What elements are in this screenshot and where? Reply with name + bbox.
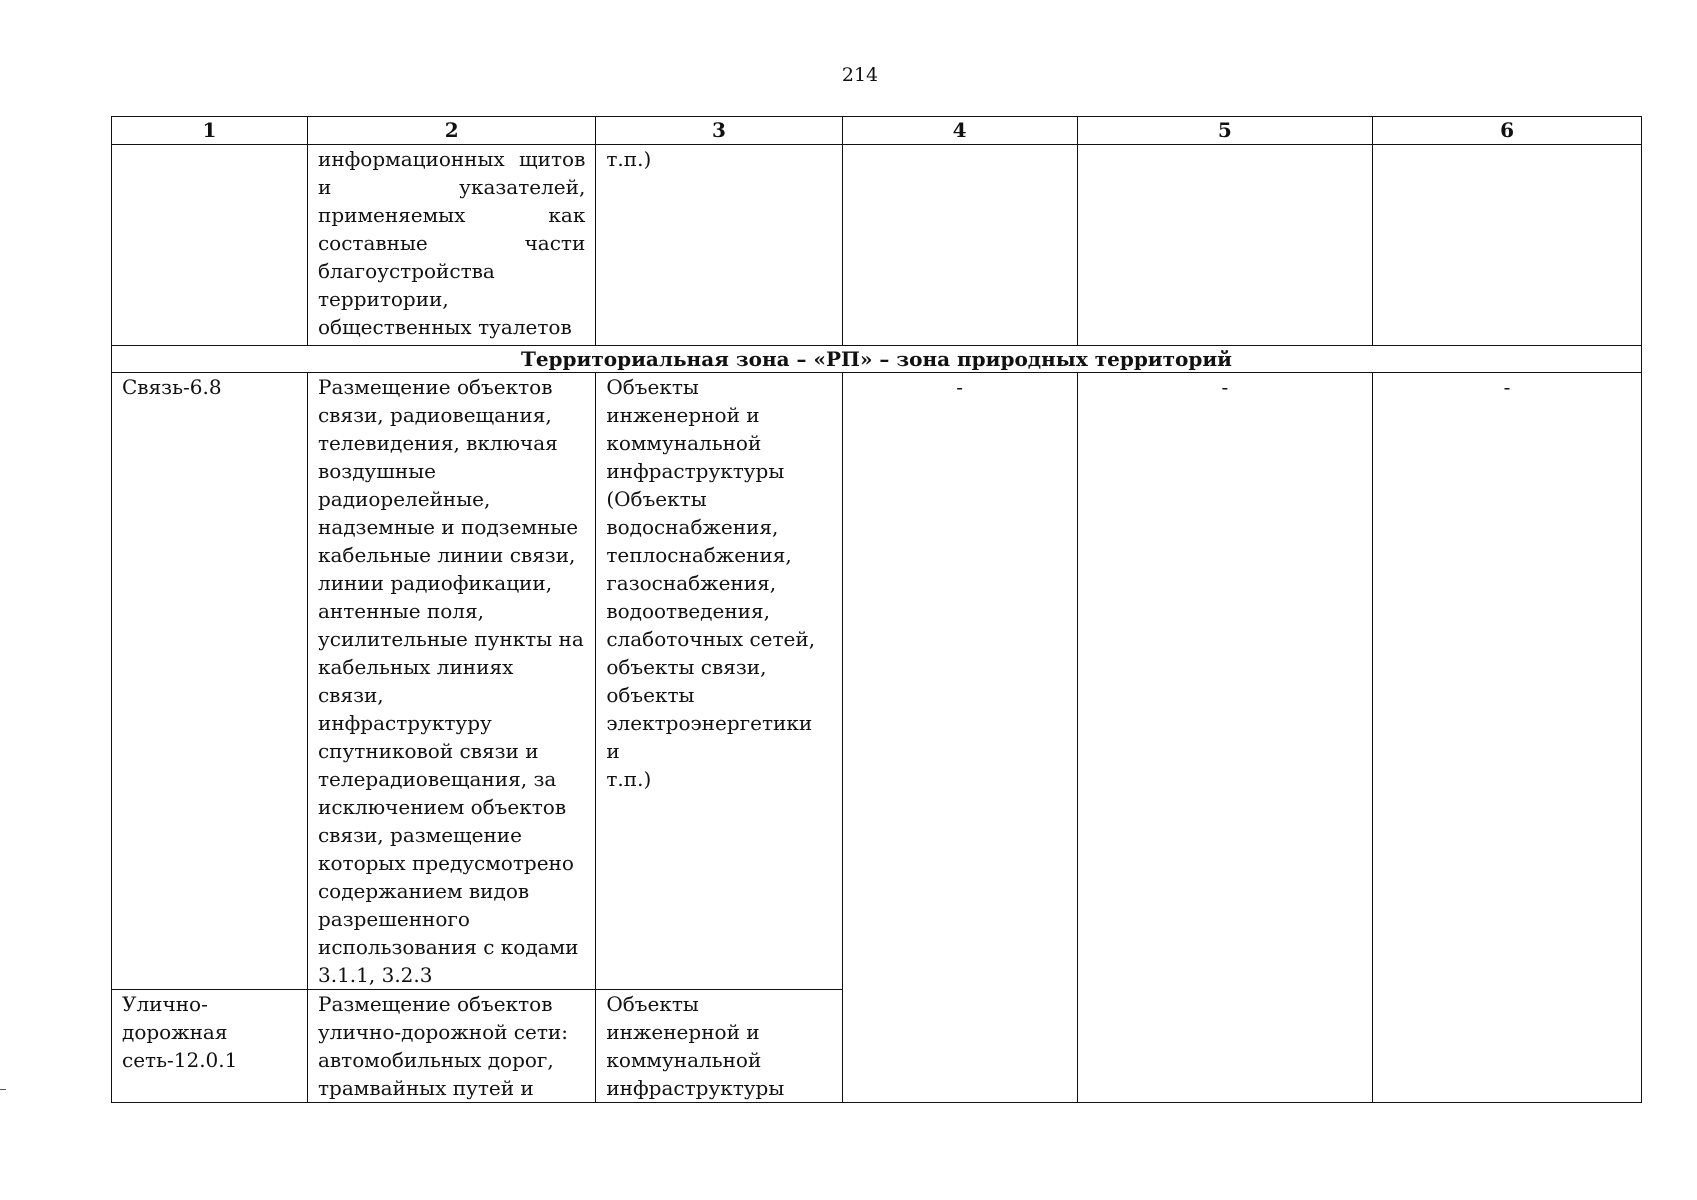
cell-description: Размещение объектов связи, радиовещания, телевидения, включая воздушные радиорелейные, надземные и подземные кабельные линии связи, линии радиофикации, антенные поля, усилительные пункты на кабельных линиях связи, инфраструктуру спутниковой связи и телерадиовещания, за исключением объектов связи, размещение которых предусмотрено содержанием видов разрешенного использования с кодами 3.1.1, 3.2.3 (307, 373, 595, 990)
cell-empty (112, 145, 308, 346)
header-cell-3: 3 (596, 117, 842, 145)
header-cell-5: 5 (1077, 117, 1373, 145)
table-row-svyaz (112, 373, 1642, 990)
cell-empty (842, 145, 1077, 346)
cell-col4: - (842, 373, 1077, 1103)
table-row-continued (112, 145, 1642, 346)
header-cell-2: 2 (307, 117, 595, 145)
cell-facilities: Объекты инженерной и коммунальной инфраструктуры (596, 990, 842, 1103)
cell-col5: - (1077, 373, 1373, 1103)
cell-description: Размещение объектов улично-дорожной сети: автомобильных дорог, трамвайных путей и (307, 990, 595, 1103)
cell-facilities: т.п.) (596, 145, 842, 346)
cell-description: информационных щитов и указателей, применяемых как составные части благоустройства территории, общественных туалетов (307, 145, 595, 346)
cell-use-type: Связь-6.8 (112, 373, 308, 990)
header-cell-6: 6 (1373, 117, 1642, 145)
table-header-row (112, 117, 1642, 145)
scan-edge-mark (0, 1089, 6, 1090)
page-number: 214 (841, 64, 879, 86)
cell-col6: - (1373, 373, 1642, 1103)
cell-facilities: Объекты инженерной и коммунальной инфраструктуры (Объекты водоснабжения, теплоснабжения, газоснабжения, водоотведения, слаботочных сетей, объекты связи, объекты электроэнергетики и т.п.) (596, 373, 842, 990)
zoning-table (111, 116, 1642, 1103)
header-cell-1: 1 (112, 117, 308, 145)
cell-empty (1077, 145, 1373, 346)
cell-empty (1373, 145, 1642, 346)
zone-header-row (112, 346, 1642, 373)
cell-use-type: Улично-дорожная сеть-12.0.1 (112, 990, 308, 1103)
header-cell-4: 4 (842, 117, 1077, 145)
zone-title: Территориальная зона – «РП» – зона природных территорий (112, 346, 1642, 373)
